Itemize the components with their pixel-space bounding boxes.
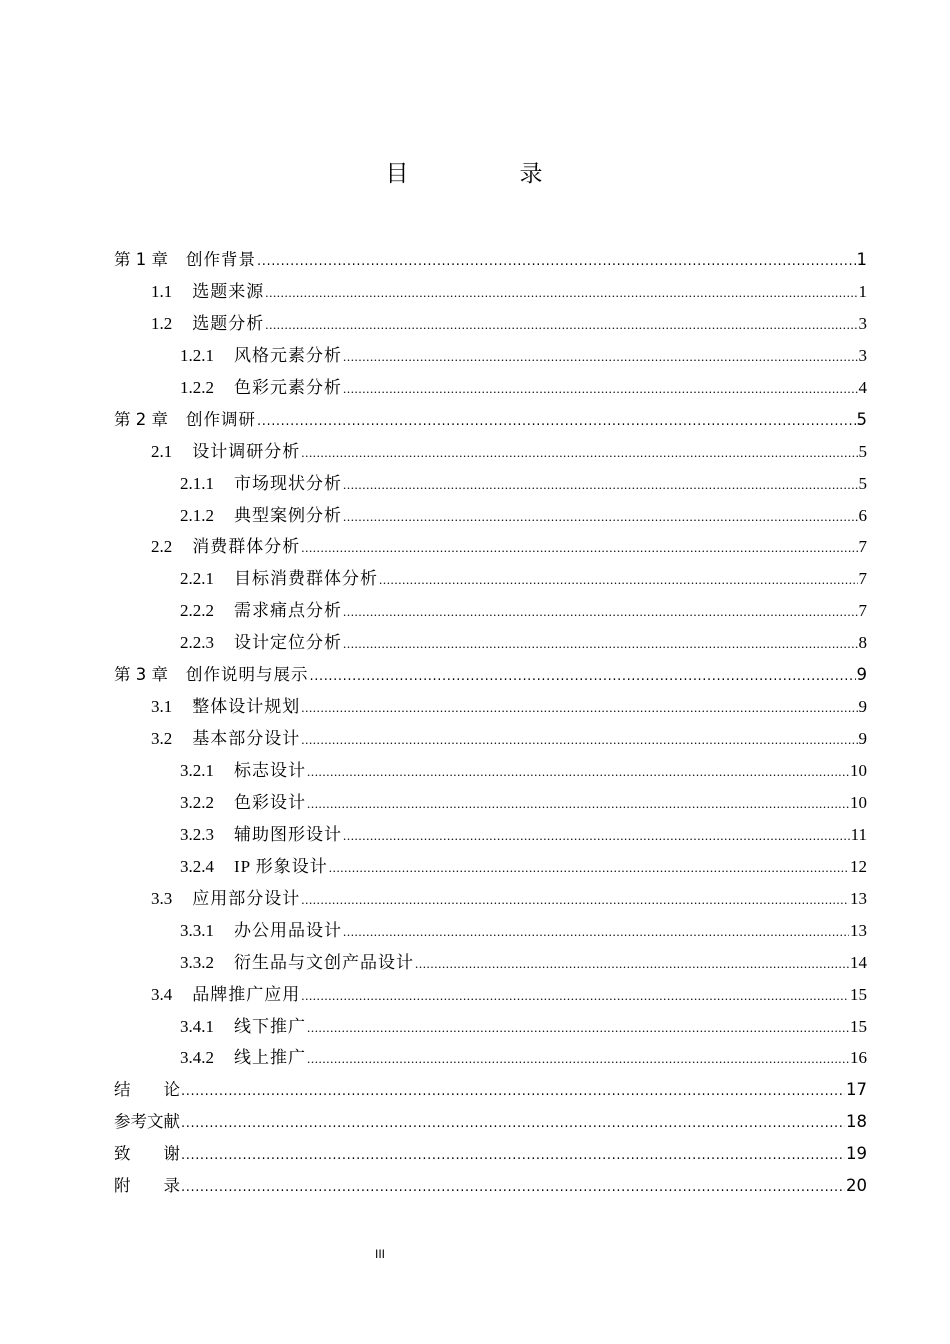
toc-entry-number: 2.2.1 bbox=[180, 569, 214, 589]
toc-entry-number: 3.4.2 bbox=[180, 1048, 214, 1068]
toc-entry-page: 11 bbox=[850, 824, 867, 844]
toc-entry-page: 16 bbox=[850, 1048, 867, 1068]
toc-entry-title: 基本部分设计 bbox=[192, 729, 301, 749]
dot-leader bbox=[301, 980, 849, 1012]
toc-entry[interactable] bbox=[114, 947, 867, 979]
toc-entry-page: 7 bbox=[858, 601, 867, 621]
toc-entry[interactable] bbox=[114, 1138, 867, 1170]
toc-entry[interactable] bbox=[114, 436, 867, 468]
toc-entry-page: 10 bbox=[850, 792, 867, 812]
dot-leader bbox=[343, 373, 858, 405]
toc-entry-number: 3.4.1 bbox=[180, 1016, 214, 1036]
toc-entry-number: 3.2.2 bbox=[180, 792, 214, 812]
page-title: 目 录 bbox=[385, 161, 587, 187]
toc-entry-page: 5 bbox=[858, 441, 867, 461]
toc-entry-title: 创作背景 bbox=[186, 250, 256, 269]
toc-entry-number: 2.1.1 bbox=[180, 473, 214, 493]
toc-entry-title: 衍生品与文创产品设计 bbox=[234, 952, 414, 972]
toc-entry-title: 辅助图形设计 bbox=[234, 824, 342, 844]
dot-leader bbox=[301, 724, 857, 756]
dot-leader bbox=[307, 756, 849, 788]
dot-leader bbox=[310, 661, 856, 693]
toc-entry-title: 设计调研分析 bbox=[192, 441, 301, 461]
toc-entry-number: 2.2.3 bbox=[180, 633, 214, 653]
toc-entry[interactable] bbox=[114, 276, 867, 308]
dot-leader bbox=[343, 820, 850, 852]
toc-entry-page: 1 bbox=[858, 281, 867, 301]
toc-entry-page: 9 bbox=[856, 665, 867, 685]
toc-entry-title: 色彩设计 bbox=[234, 792, 306, 812]
toc-entry-number: 3.3 bbox=[151, 888, 173, 908]
toc-entry-title: 参考文献 bbox=[114, 1112, 180, 1132]
toc-entry-title: 风格元素分析 bbox=[234, 345, 342, 365]
toc-entry-number: 1.2.1 bbox=[180, 345, 214, 365]
toc-entry-page: 5 bbox=[856, 409, 867, 429]
dot-leader bbox=[181, 1076, 845, 1108]
toc-entry-number: 3.2 bbox=[151, 729, 173, 749]
toc-entry-title: 目标消费群体分析 bbox=[234, 569, 378, 589]
toc-entry[interactable] bbox=[114, 595, 867, 627]
dot-leader bbox=[265, 309, 857, 341]
toc-entry-title: 线下推广 bbox=[234, 1016, 306, 1036]
dot-leader bbox=[301, 692, 857, 724]
table-of-contents bbox=[114, 244, 867, 1202]
dot-leader bbox=[415, 948, 849, 980]
toc-entry[interactable] bbox=[114, 979, 867, 1011]
toc-entry[interactable] bbox=[114, 308, 867, 340]
toc-entry[interactable] bbox=[114, 1042, 867, 1074]
toc-entry[interactable] bbox=[114, 244, 867, 276]
page-number: III bbox=[374, 1247, 385, 1261]
dot-leader bbox=[181, 1140, 845, 1172]
toc-entry-title: 消费群体分析 bbox=[192, 537, 301, 557]
toc-entry[interactable] bbox=[114, 787, 867, 819]
toc-entry-number: 3.3.2 bbox=[180, 952, 214, 972]
toc-entry[interactable] bbox=[114, 531, 867, 563]
toc-entry[interactable] bbox=[114, 1011, 867, 1043]
dot-leader bbox=[343, 628, 858, 660]
toc-entry-title: 致 谢 bbox=[114, 1144, 180, 1164]
toc-entry-page: 12 bbox=[850, 856, 867, 876]
toc-entry[interactable] bbox=[114, 468, 867, 500]
toc-entry-number: 3.2.3 bbox=[180, 824, 214, 844]
toc-entry-page: 15 bbox=[850, 984, 867, 1004]
toc-entry-number: 第 2 章 bbox=[114, 409, 168, 429]
toc-entry-number: 2.1 bbox=[151, 441, 173, 461]
toc-entry-title: 设计定位分析 bbox=[234, 633, 342, 653]
toc-entry-page: 1 bbox=[856, 250, 867, 269]
dot-leader bbox=[343, 341, 858, 373]
dot-leader bbox=[181, 1108, 845, 1140]
toc-entry-title: 线上推广 bbox=[234, 1048, 306, 1068]
dot-leader bbox=[307, 1043, 849, 1075]
toc-entry[interactable] bbox=[114, 563, 867, 595]
toc-entry-page: 5 bbox=[858, 473, 867, 493]
toc-entry-title: 市场现状分析 bbox=[234, 473, 342, 493]
dot-leader bbox=[181, 1172, 845, 1204]
toc-entry-title: 色彩元素分析 bbox=[234, 377, 342, 397]
toc-entry-number: 第 3 章 bbox=[114, 665, 168, 685]
toc-entry-page: 7 bbox=[858, 569, 867, 589]
dot-leader bbox=[265, 277, 857, 309]
toc-entry-title: 标志设计 bbox=[234, 761, 306, 780]
toc-entry[interactable] bbox=[114, 1074, 867, 1106]
toc-entry-number: 1.2 bbox=[151, 313, 173, 333]
dot-leader bbox=[307, 788, 849, 820]
toc-entry-title: 附 录 bbox=[114, 1176, 180, 1196]
toc-entry-title: 办公用品设计 bbox=[234, 920, 342, 940]
toc-entry-page: 10 bbox=[850, 761, 867, 780]
dot-leader bbox=[379, 564, 858, 596]
toc-entry[interactable] bbox=[114, 1106, 867, 1138]
toc-entry[interactable] bbox=[114, 851, 867, 883]
toc-entry[interactable] bbox=[114, 627, 867, 659]
toc-entry-number: 3.2.1 bbox=[180, 761, 214, 780]
dot-leader bbox=[307, 1012, 849, 1044]
toc-entry[interactable] bbox=[114, 883, 867, 915]
toc-entry-page: 3 bbox=[858, 313, 867, 333]
dot-leader bbox=[343, 501, 858, 533]
toc-entry-page: 9 bbox=[858, 697, 867, 717]
toc-entry-page: 8 bbox=[858, 633, 867, 653]
toc-entry-page: 14 bbox=[850, 952, 867, 972]
toc-entry-number: 3.4 bbox=[151, 984, 173, 1004]
toc-entry-number: 1.1 bbox=[151, 281, 173, 301]
dot-leader bbox=[301, 532, 857, 564]
toc-entry-title: 选题分析 bbox=[192, 313, 265, 333]
toc-entry-page: 6 bbox=[858, 505, 867, 525]
toc-entry-title: 创作调研 bbox=[186, 409, 256, 429]
toc-entry-page: 9 bbox=[858, 729, 867, 749]
toc-entry-page: 7 bbox=[858, 537, 867, 557]
toc-entry[interactable] bbox=[114, 755, 867, 787]
toc-entry-page: 13 bbox=[850, 920, 867, 940]
toc-entry-page: 17 bbox=[846, 1080, 867, 1100]
toc-entry-number: 第 1 章 bbox=[114, 250, 168, 269]
toc-entry-title: 典型案例分析 bbox=[234, 505, 342, 525]
toc-entry-page: 4 bbox=[858, 377, 867, 397]
toc-entry[interactable] bbox=[114, 1170, 867, 1202]
dot-leader bbox=[343, 596, 858, 628]
toc-entry-title: 创作说明与展示 bbox=[186, 665, 309, 685]
toc-entry-number: 3.1 bbox=[151, 697, 173, 717]
toc-entry[interactable] bbox=[114, 659, 867, 691]
toc-entry[interactable] bbox=[114, 691, 867, 723]
toc-entry-page: 19 bbox=[846, 1144, 867, 1164]
dot-leader bbox=[301, 437, 857, 469]
toc-entry[interactable] bbox=[114, 340, 867, 372]
toc-entry-title: 整体设计规划 bbox=[192, 697, 301, 717]
toc-entry-page: 13 bbox=[850, 888, 867, 908]
toc-entry-title: 应用部分设计 bbox=[192, 888, 301, 908]
toc-entry-title: 结 论 bbox=[114, 1080, 180, 1100]
dot-leader bbox=[301, 884, 849, 916]
toc-entry-page: 15 bbox=[850, 1016, 867, 1036]
toc-entry-number: 2.2.2 bbox=[180, 601, 214, 621]
dot-leader bbox=[329, 852, 849, 884]
toc-entry[interactable] bbox=[114, 404, 867, 436]
toc-entry[interactable] bbox=[114, 500, 867, 532]
toc-entry[interactable] bbox=[114, 372, 867, 404]
toc-entry-title: 品牌推广应用 bbox=[192, 984, 301, 1004]
toc-entry-title: IP 形象设计 bbox=[234, 856, 328, 876]
toc-entry[interactable] bbox=[114, 819, 867, 851]
toc-entry[interactable] bbox=[114, 915, 867, 947]
toc-entry-page: 3 bbox=[858, 345, 867, 365]
dot-leader bbox=[257, 406, 856, 438]
toc-entry-title: 需求痛点分析 bbox=[234, 601, 342, 621]
toc-entry-title: 选题来源 bbox=[192, 281, 265, 301]
toc-entry-page: 18 bbox=[846, 1112, 867, 1132]
toc-entry-number: 2.1.2 bbox=[180, 505, 214, 525]
dot-leader bbox=[343, 469, 858, 501]
dot-leader bbox=[257, 246, 856, 278]
toc-entry-number: 1.2.2 bbox=[180, 377, 214, 397]
toc-entry-number: 3.2.4 bbox=[180, 856, 214, 876]
toc-entry-number: 3.3.1 bbox=[180, 920, 214, 940]
toc-entry-page: 20 bbox=[846, 1176, 867, 1196]
toc-entry[interactable] bbox=[114, 723, 867, 755]
toc-entry-number: 2.2 bbox=[151, 537, 173, 557]
dot-leader bbox=[343, 916, 849, 948]
